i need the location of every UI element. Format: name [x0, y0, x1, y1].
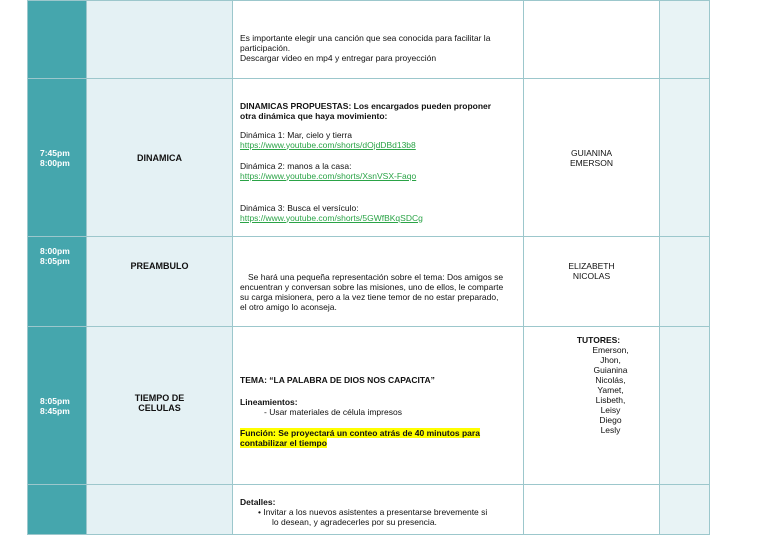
time-cell — [28, 485, 87, 535]
tutores-list — [562, 345, 659, 435]
description-cell — [233, 1, 524, 79]
table-row — [28, 237, 710, 327]
table-row — [28, 79, 710, 237]
schedule-table — [27, 0, 710, 535]
responsible-name: EMERSON — [570, 157, 613, 168]
time-end: 8:00pm — [40, 157, 70, 168]
tutor-name: Lisbeth, — [595, 395, 626, 405]
activity-cell — [87, 327, 233, 485]
responsible-cell — [524, 79, 660, 237]
desc-line: Descargar video en mp4 y entregar para proyección — [240, 53, 437, 63]
time-end: 8:45pm — [40, 405, 70, 416]
activity-label: DINAMICA — [137, 152, 182, 163]
extra-cell — [660, 327, 710, 485]
desc-heading: otra dinámica que haya movimiento: — [240, 110, 388, 121]
responsible-name: ELIZABETH — [568, 261, 615, 271]
extra-cell — [660, 237, 710, 327]
responsible-cell — [524, 327, 660, 485]
tutor-name: Jhon, — [600, 355, 621, 365]
lineamientos-title: Lineamientos: — [240, 397, 298, 407]
activity-cell — [87, 1, 233, 79]
activity-label: CELULAS — [138, 403, 181, 413]
funcion-highlight: contabilizar el tiempo — [240, 438, 327, 448]
desc-line: su carga misionera, pero a la vez tiene temor de no estar preparado, — [240, 291, 499, 302]
table-row — [28, 485, 710, 535]
time-cell — [28, 1, 87, 79]
description-cell — [233, 327, 524, 485]
dinamica-label: Dinámica 1: Mar, cielo y tierra — [240, 129, 352, 140]
desc-line: Es importante elegir una canción que sea conocida para facilitar la — [240, 33, 491, 43]
dinamica-label: Dinámica 3: Busca el versículo: — [240, 202, 359, 213]
description-cell — [233, 485, 524, 535]
extra-cell — [660, 1, 710, 79]
tutor-name: Leisy — [600, 405, 621, 415]
description-cell — [233, 79, 524, 237]
dinamica-link[interactable]: https://www.youtube.com/shorts/XsnVSX-Faqo — [240, 170, 417, 181]
time-start: 8:05pm — [40, 395, 70, 406]
tema-title: TEMA: “LA PALABRA DE DIOS NOS CAPACITA” — [240, 375, 435, 385]
extra-cell — [660, 485, 710, 535]
tutor-name: Lesly — [600, 425, 621, 435]
desc-heading: DINAMICAS PROPUESTAS: Los encargados pueden proponer — [240, 100, 492, 111]
activity-label: TIEMPO DE — [134, 393, 185, 403]
time-cell — [28, 237, 87, 327]
activity-cell — [87, 485, 233, 535]
responsible-name: GUIANINA — [570, 147, 613, 158]
dinamica-label: Dinámica 2: manos a la casa: — [240, 160, 352, 171]
activity-cell — [87, 79, 233, 237]
activity-label: PREAMBULO — [130, 261, 189, 271]
description-cell — [233, 237, 524, 327]
table-row — [28, 327, 710, 485]
responsible-cell — [524, 1, 660, 79]
activity-cell — [87, 237, 233, 327]
time-start: 7:45pm — [40, 147, 70, 158]
lineamiento-item: - Usar materiales de célula impresos — [264, 407, 402, 417]
desc-line: encuentran y conversan sobre las misiones, uno de ellos, le comparte — [240, 281, 504, 292]
time-cell — [28, 327, 87, 485]
dinamica-link[interactable]: https://www.youtube.com/shorts/dOjdDBd13b8 — [240, 139, 416, 150]
desc-line: Se hará una pequeña representación sobre el tema: Dos amigos se — [248, 271, 504, 282]
time-end: 8:05pm — [40, 256, 70, 266]
detalles-line: lo desean, y agradecerles por su presencia. — [272, 517, 437, 527]
tutor-name: Nicolás, — [595, 375, 626, 385]
time-start: 8:00pm — [40, 246, 70, 256]
tutor-name: Emerson, — [592, 345, 629, 355]
responsible-name: NICOLAS — [572, 271, 611, 281]
detalles-title: Detalles: — [240, 497, 276, 507]
tutores-title: TUTORES: — [576, 335, 621, 345]
time-cell — [28, 79, 87, 237]
tutor-name: Diego — [599, 415, 622, 425]
extra-cell — [660, 79, 710, 237]
desc-line: participación. — [240, 43, 291, 53]
desc-line: el otro amigo lo aconseja. — [240, 301, 337, 312]
funcion-highlight: Función: Se proyectará un conteo atrás de 40 minutos para — [240, 428, 480, 438]
dinamica-link[interactable]: https://www.youtube.com/shorts/5GWfBKqSDCg — [240, 212, 423, 223]
tutor-name: Yamet, — [597, 385, 624, 395]
responsible-cell — [524, 237, 660, 327]
table-row — [28, 1, 710, 79]
tutor-name: Guianina — [593, 365, 628, 375]
responsible-cell — [524, 485, 660, 535]
detalles-line: • Invitar a los nuevos asistentes a presentarse brevemente si — [258, 507, 488, 517]
